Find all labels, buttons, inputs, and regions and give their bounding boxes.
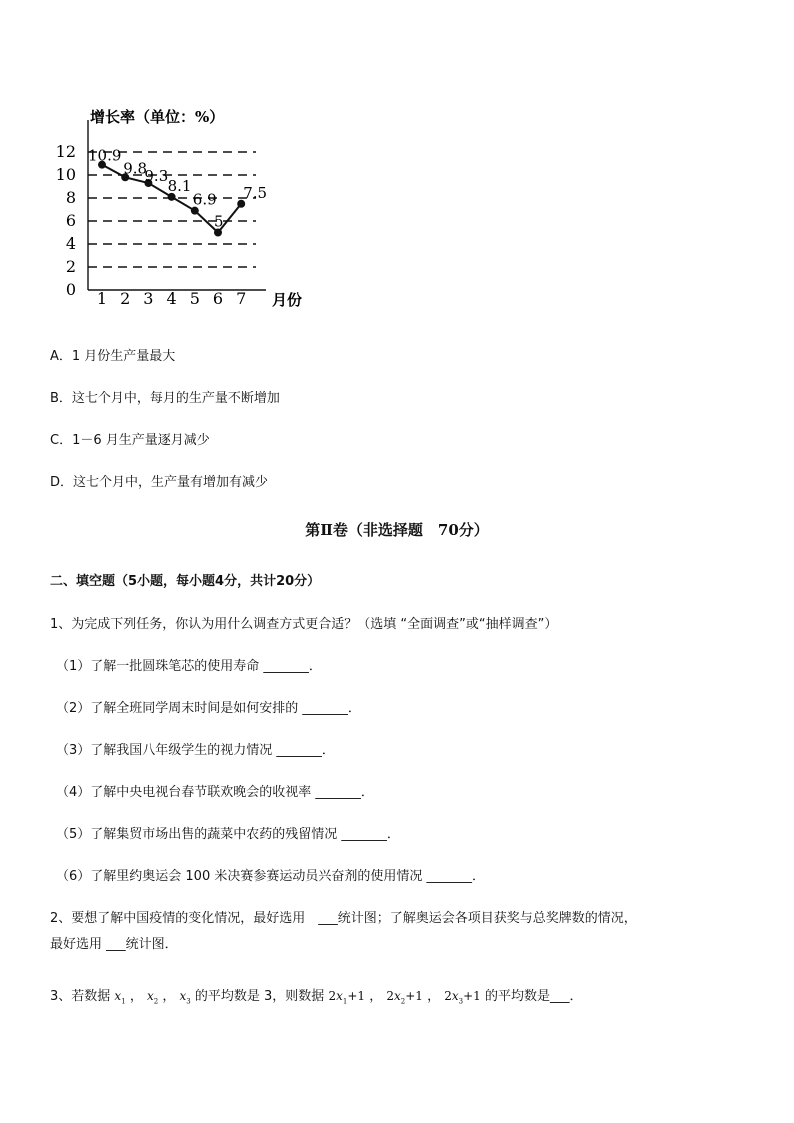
option-b: B．这七个月中，每月的生产量不断增加 <box>50 391 280 406</box>
question-2-line-2: 最好选用 ___统计图． <box>50 937 178 952</box>
y-tick-label: 4 <box>65 234 76 253</box>
math-x2: $x_2$ <box>146 989 159 1006</box>
math-2x2-plus-1: $2x_2+1$ <box>386 989 423 1006</box>
x-tick-label: 2 <box>120 289 131 308</box>
x-tick-label: 7 <box>236 289 247 308</box>
x-tick-label: 4 <box>166 289 177 308</box>
question-1-stem: 1、为完成下列任务，你认为用什么调查方式更合适？（选填 “全面调查”或“抽样调查”） <box>50 617 558 632</box>
y-tick-label: 8 <box>65 188 76 207</box>
math-x1: $x_1$ <box>114 989 126 1006</box>
y-tick-labels <box>56 142 76 299</box>
data-label: 6.9 <box>192 190 217 209</box>
data-labels <box>88 147 267 231</box>
grid-lines <box>88 152 256 267</box>
question-1-item: （1）了解一批圆珠笔芯的使用寿命 _______． <box>56 659 322 674</box>
data-label: 10.9 <box>88 146 122 165</box>
x-tick-label: 6 <box>212 289 224 308</box>
question-3: 3、若数据 $x_1$ ， $x_2$ ， $x_3$ 的平均数是 3，则数据 $2x_1+1$ ， $2x_2+1$ ， $2x_3+1$ 的平均数是___． <box>50 989 583 1006</box>
y-tick-label: 0 <box>65 280 76 299</box>
y-tick-label: 6 <box>65 211 76 230</box>
x-axis-title: 月份 <box>272 291 303 309</box>
math-2x3-plus-1: $2x_3+1$ <box>444 989 481 1006</box>
option-d: D．这七个月中，生产量有增加有减少 <box>50 475 269 490</box>
question-3-mid: 的平均数是 3，则数据 <box>194 989 325 1004</box>
x-tick-label: 3 <box>143 289 154 308</box>
option-a: A．1 月份生产量最大 <box>50 349 176 364</box>
x-tick-label: 1 <box>96 289 108 308</box>
question-1-item: （2）了解全班同学周末时间是如何安排的 _______． <box>56 701 361 716</box>
data-label: 9.8 <box>123 159 148 178</box>
y-tick-label: 12 <box>56 142 76 161</box>
math-x3: $x_3$ <box>179 989 191 1006</box>
question-3-prefix: 3、若数据 <box>50 989 111 1004</box>
question-2-line-1: 2、要想了解中国疫情的变化情况，最好选用 ___统计图；了解奥运会各项目获奖与总奖牌数的情况， <box>50 911 637 926</box>
section-title: 二、填空题（5小题，每小题4分，共计20分） <box>50 574 321 589</box>
question-1-item: （6）了解里约奥运会 100 米决赛参赛运动员兴奋剂的使用情况 _______． <box>56 869 485 884</box>
x-tick-labels <box>97 289 246 308</box>
y-tick-label: 2 <box>65 257 76 276</box>
question-1-item: （5）了解集贸市场出售的蔬菜中农药的残留情况 _______． <box>56 827 400 842</box>
question-3-suffix: 的平均数是___． <box>484 989 583 1004</box>
question-1-item: （4）了解中央电视台春节联欢晚会的收视率 _______． <box>56 785 374 800</box>
option-c: C．1－6 月生产量逐月减少 <box>50 433 210 448</box>
data-label: 7.5 <box>243 183 268 202</box>
part-title: 第Ⅱ卷（非选择题 70分） <box>305 521 489 539</box>
y-axis-title: 增长率（单位：%） <box>90 108 225 126</box>
y-tick-label: 10 <box>56 165 76 184</box>
data-label: 5 <box>214 212 224 231</box>
x-tick-label: 5 <box>189 289 200 308</box>
question-1-item: （3）了解我国八年级学生的视力情况 _______． <box>56 743 335 758</box>
growth-rate-line-chart <box>56 100 326 315</box>
data-label: 8.1 <box>167 176 192 195</box>
data-label: 9.3 <box>144 167 169 186</box>
math-2x1-plus-1: $2x_1+1$ <box>328 989 366 1006</box>
